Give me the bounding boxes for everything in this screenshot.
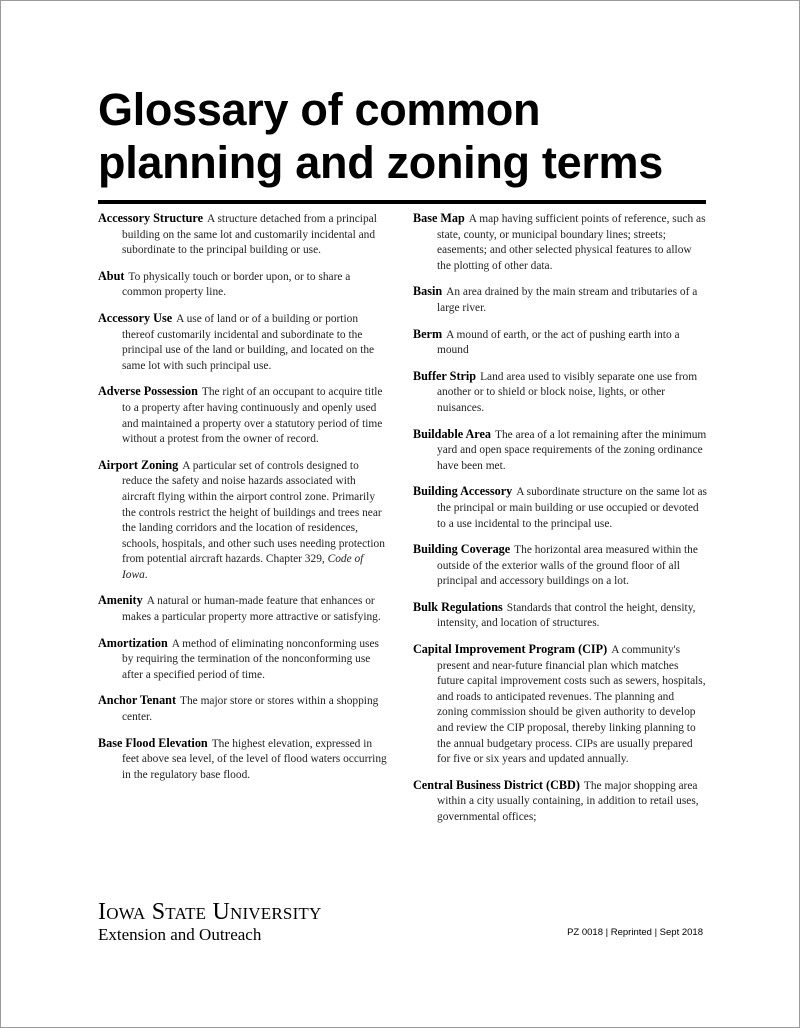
glossary-column-left xyxy=(98,211,388,793)
glossary-term: Basin xyxy=(413,284,443,299)
glossary-definition-citation: Code of Iowa xyxy=(122,553,364,581)
glossary-entry xyxy=(413,600,707,632)
glossary-definition: Standards that control the height, density, intensity, and location of structures. xyxy=(437,601,696,630)
glossary-term: Amenity xyxy=(98,593,143,608)
glossary-entry xyxy=(413,327,707,359)
glossary-term: Capital Improvement Program (CIP) xyxy=(413,642,608,657)
glossary-term: Central Business District (CBD) xyxy=(413,777,580,792)
glossary-definition: The horizontal area measured within the outside of the exterior walls of the ground floor of all principal and accessory buildings on a lot. xyxy=(437,544,698,588)
glossary-term: Bulk Regulations xyxy=(413,599,503,614)
glossary-term: Airport Zoning xyxy=(98,457,179,472)
glossary-entry xyxy=(413,427,707,475)
isu-extension-logo xyxy=(98,899,358,945)
glossary-column-right xyxy=(413,211,707,836)
glossary-term: Buffer Strip xyxy=(413,368,477,383)
glossary-entry xyxy=(98,693,388,725)
glossary-definition: The major store or stores within a shopping center. xyxy=(122,695,379,724)
title-line-1: Glossary of common xyxy=(98,84,541,135)
glossary-definition: The area of a lot remaining after the minimum yard and open space requirements of the zoning ordinance have been met. xyxy=(437,428,707,472)
glossary-entry xyxy=(98,311,388,374)
glossary-term: Building Coverage xyxy=(413,542,511,557)
glossary-term: Anchor Tenant xyxy=(98,693,177,708)
glossary-term: Adverse Possession xyxy=(98,384,198,399)
glossary-definition: A community's present and near-future financial plan which matches future capital improvement costs such as sewers, hospitals, and roads to anticipated revenues. The planning and zoning commission should be given authority to develop and review the CIP proposal, thereby linking planning to the annual budgetary process. CIPs are usually prepared for five or six years and updated annually. xyxy=(437,644,706,766)
glossary-entry xyxy=(98,269,388,301)
glossary-entry xyxy=(413,778,707,826)
logo-university-name: Iowa State University xyxy=(98,899,322,925)
glossary-term: Base Flood Elevation xyxy=(98,735,208,750)
glossary-term: Buildable Area xyxy=(413,426,491,441)
glossary-definition: Land area used to visibly separate one use from another or to shield or block noise, lights, or other nuisances. xyxy=(437,370,698,414)
glossary-definition: The major shopping area within a city usually containing, in addition to retail uses, governmental offices; xyxy=(437,779,699,823)
page-title xyxy=(98,83,708,189)
glossary-definition: A subordinate structure on the same lot as the principal or main building or use occupied or devoted to a use incidental to the principal use. xyxy=(437,486,707,530)
glossary-definition: A mound of earth, or the act of pushing earth into a mound xyxy=(437,328,680,357)
glossary-definition-tail: . xyxy=(144,568,148,581)
glossary-definition: A map having sufficient points of reference, such as state, county, or municipal boundary lines; streets; easements; and other selected physical features to allow the plotting of other data. xyxy=(437,213,706,272)
glossary-term: Amortization xyxy=(98,635,168,650)
glossary-definition: The highest elevation, expressed in feet above sea level, of the level of flood waters occurring in the regulatory base flood. xyxy=(122,737,387,781)
glossary-term: Berm xyxy=(413,326,443,341)
title-divider xyxy=(98,200,706,204)
glossary-term: Building Accessory xyxy=(413,484,513,499)
glossary-term: Accessory Use xyxy=(98,310,173,325)
glossary-definition: The right of an occupant to acquire title to a property after having continuously and openly used and maintained a property over a statutory period of time without a protest from the owner of record. xyxy=(122,386,383,446)
glossary-definition: A use of land or of a building or portion thereof customarily incidental and subordinate to the principal use of the land or building, and located on the same lot with such principal use. xyxy=(122,312,375,372)
glossary-definition: An area drained by the main stream and tributaries of a large river. xyxy=(437,286,698,314)
glossary-definition: A natural or human-made feature that enhances or makes a particular property more attractive or satisfying. xyxy=(122,595,381,624)
glossary-definition: To physically touch or border upon, or to share a common property line. xyxy=(122,270,351,299)
glossary-entry xyxy=(98,211,388,259)
glossary-term: Accessory Structure xyxy=(98,211,204,225)
glossary-entry xyxy=(98,384,388,447)
glossary-entry xyxy=(98,636,388,684)
publication-info: PZ 0018 | Reprinted | Sept 2018 xyxy=(567,927,703,938)
glossary-term: Abut xyxy=(98,268,125,283)
logo-extension-name: Extension and Outreach xyxy=(98,925,262,944)
glossary-entry xyxy=(413,484,707,532)
glossary-term: Base Map xyxy=(413,211,465,225)
glossary-entry xyxy=(98,458,388,584)
glossary-definition: A structure detached from a principal building on the same lot and customarily incidental and subordinate to the principal building or use. xyxy=(122,213,377,257)
glossary-entry xyxy=(413,284,707,316)
glossary-entry xyxy=(98,736,388,784)
glossary-definition: A method of eliminating nonconforming uses by requiring the termination of the nonconforming use after a specified period of time. xyxy=(122,637,379,681)
glossary-entry xyxy=(413,211,707,274)
glossary-definition: A particular set of controls designed to reduce the safety and noise hazards associated with aircraft flying within the airport control zone. Primarily the controls restrict the height of buildings and trees near the landing corridors and the location of residences, schools, hospitals, and other such uses needing protection from potential aircraft hazards. Chapter 329, xyxy=(122,459,385,566)
glossary-entry xyxy=(413,642,707,768)
glossary-entry xyxy=(413,542,707,590)
title-line-2: planning and zoning terms xyxy=(98,137,663,188)
glossary-entry xyxy=(98,593,388,625)
glossary-entry xyxy=(413,369,707,417)
